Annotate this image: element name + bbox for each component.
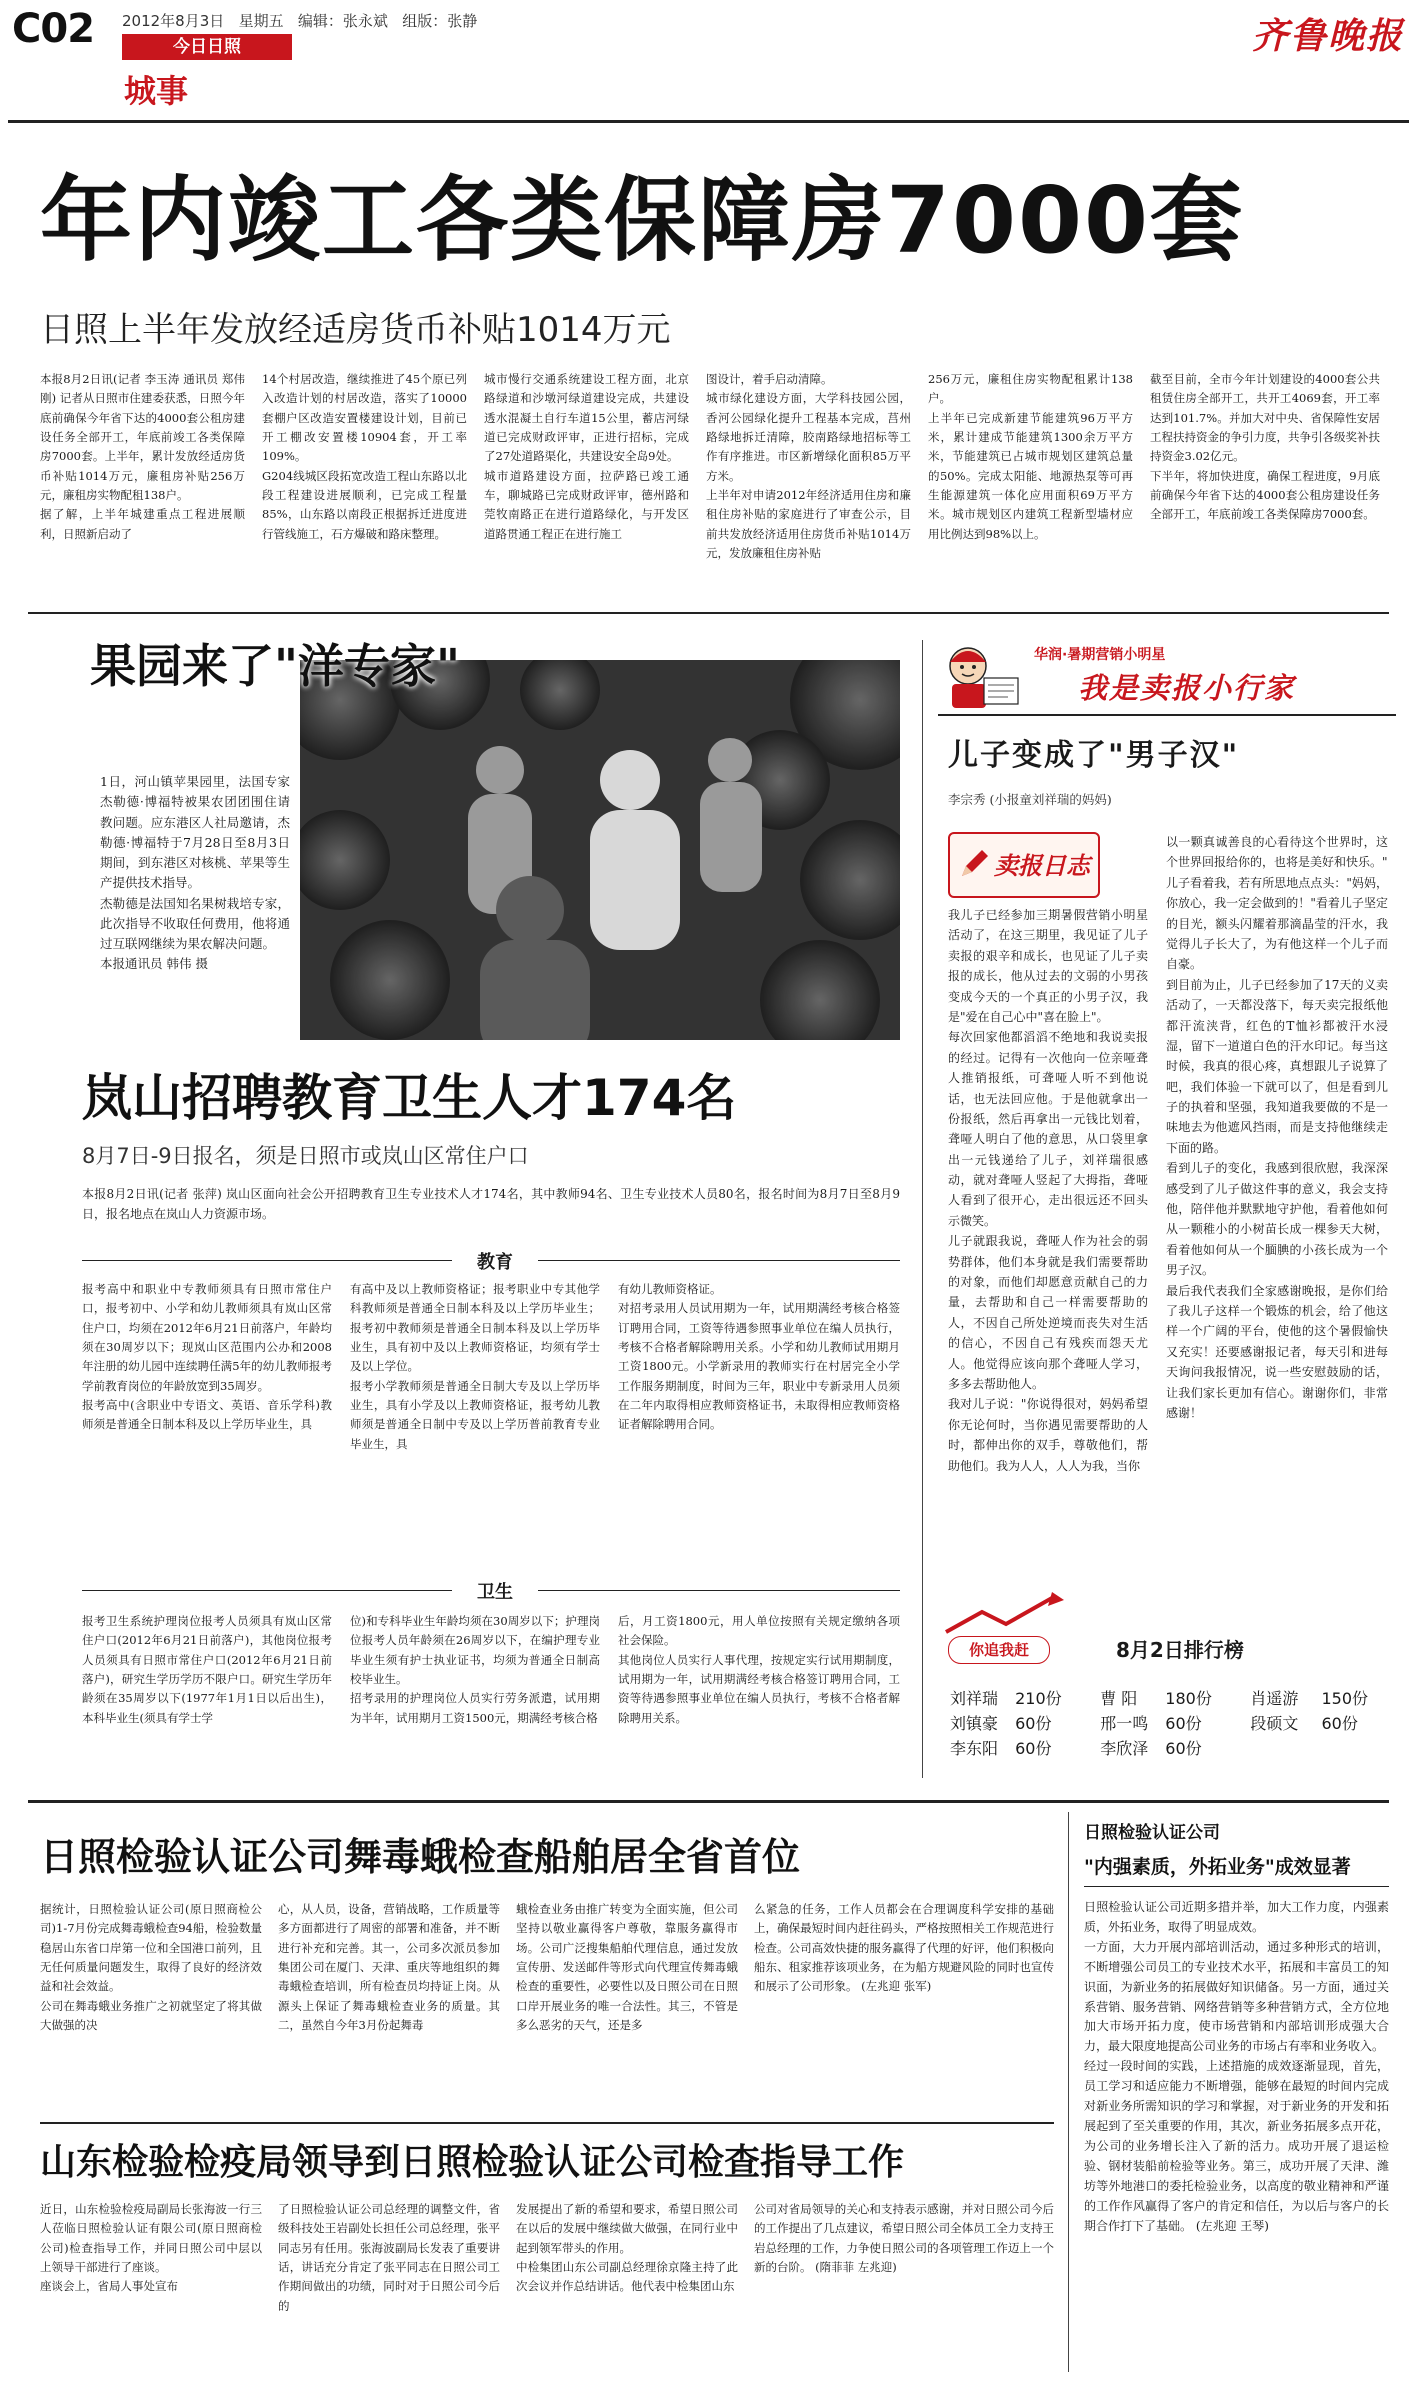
page-number: C02 <box>12 6 95 52</box>
photo-story-headline: 果园来了"洋专家" <box>90 639 460 693</box>
editor-credit: 编辑：张永斌 <box>297 12 388 30</box>
orchard-photo-svg <box>300 660 900 1040</box>
recruitment-subhead: 8月7日-9日报名，须是日照市或岚山区常住户口 <box>82 1144 529 1168</box>
lead-story-rule <box>28 612 1389 614</box>
ranking-row: 李东阳 60份 李欣泽 60份 <box>950 1739 1202 1758</box>
ranking-row: 刘祥瑞 210份 曹 阳 180份 肖遥游 150份 <box>950 1689 1369 1708</box>
lead-story-subhead: 日照上半年发放经适房货币补贴1014万元 <box>40 310 671 350</box>
education-col-3: 有幼儿教师资格证。 对招考录用人员试用期为一年，试用期满经考核合格签订聘用合同，工资等待遇参照事业单位在编人员执行，考核不合格者解除聘用关系。小学和幼儿教师试用期月工资1800元。小学新录用的教师实行在村居完全小学工作服务期制度，时间为三年，职业中专新录用人员须在二年内取得相应教师资格证书，未取得相应教师资格证者解除聘用合同。 <box>618 1282 900 1432</box>
lead-story-col-6: 截至目前，全市今年计划建设的4000套公共租赁住房全部开工，共开工4069套，开工率达到101.7%。并加大对中央、省保障性安居工程扶持资金的争引力度，共争引各级奖补扶持资金3.02亿元。 下半年，将加快进度，确保工程进度，9月底前确保今年省下达的4000套公租房建设任务全部开工，年底前竣工各类保障房7000套。 <box>1150 372 1380 522</box>
quality-body: 日照检验认证公司近期多措并举，加大工作力度，内强素质，外拓业务，取得了明显成效。 一方面，大力开展内部培训活动，通过多种形式的培训，不断增强公司员工的专业技术水平，拓展和丰富员工的知识面，为新业务的拓展做好知识储备。另一方面，通过关系营销、服务营销、网络营销等多种营销方式，全方位地加大市场开拓力度，使市场营销和内部培训形成强大合力，最大限度地提高公司业务的市场占有率和业务收入。 经过一段时间的实践，上述措施的成效逐渐显现，首先，员工学习和适应能力不断增强，能够在最短的时间内完成对新业务所需知识的学习和掌握，对于新业务的开发和拓展起到了至关重要的作用，其次，新业务拓展多点开花，为公司的业务增长注入了新的活力。成功开展了退运检验、钢材装船前检验等业务。第三，成功开展了天津、潍坊等外地港口的委托检验业务，以高度的敬业精神和严谨的工作作风赢得了客户的肯定和信任，为以后与客户的长期合作打下了基础。 (左兆迎 王琴) <box>1084 1900 1389 2233</box>
lead-story-col-2: 14个村居改造，继续推进了45个原已列入改造计划的村居改造，落实了10000套棚户区改造安置楼建设计划，目前已开工棚改安置楼10904套，开工率109%。 G204线城区段拓宽改造工程山东路以北段工程建设进展顺利，已完成工程量85%，山东路以南段正根据拆迁进度进行管线施工，石方爆破和路床整理。 <box>262 372 467 541</box>
sidebar-banner <box>938 640 1396 710</box>
diary-stamp: 卖报日志 <box>948 832 1100 898</box>
health-col-2: 位)和专科毕业生年龄均须在30周岁以下；护理岗位报考人员年龄须在26周岁以下，在编护理专业毕业生须有护士执业证书，均须为普通全日制高校毕业生。 招考录用的护理岗位人员实行劳务派遣，试用期为半年，试用期月工资1500元，期满经考核合格 <box>350 1614 600 1725</box>
leadership-col-1: 近日，山东检验检疫局副局长张海波一行三人莅临日照检验认证有限公司(原日照商检公司)检查指导工作，并同日照公司中层以上领导干部进行了座谈。 座谈会上，省局人事处宣布 <box>40 2202 262 2294</box>
sidebar-banner-small: 华润·暑期营销小明星 <box>1034 647 1166 663</box>
inspection-col-2: 心，从人员，设备，营销战略，工作质量等多方面都进行了周密的部署和准备，并不断进行补充和完善。其一，公司多次派员参加集团公司在厦门、天津、重庆等地组织的舞毒蛾检查培训，所有检查员均持证上岗。从源头上保证了舞毒蛾检查业务的质量。其二，虽然自今年3月份起舞毒 <box>278 1902 500 2032</box>
inspection-col-3: 蛾检查业务由推广转变为全面实施，但公司坚持以敬业赢得客户尊敬，靠服务赢得市场。公司广泛搜集船舶代理信息，通过发放宣传册、发送邮件等形式向代理宣传舞毒蛾检查的重要性，必要性以及日照公司在日照口岸开展业务的唯一合法性。其三，不管是多么恶劣的天气，还是多 <box>516 1902 738 2032</box>
inspection-col-1: 据统计，日照检验认证公司(原日照商检公司)1-7月份完成舞毒蛾检查94船，检验数量稳居山东省口岸第一位和全国港口前列，且无任何质量问题发生，取得了良好的经济效益和社会效益。 公司在舞毒蛾业务推广之初就坚定了将其做大做强的决 <box>40 1902 262 2032</box>
masthead-rule <box>8 120 1409 123</box>
rising-arrow-icon <box>942 1590 1082 1640</box>
quality-headline: "内强素质，外拓业务"成效显著 <box>1084 1856 1351 1878</box>
pencil-icon <box>956 846 992 882</box>
recruitment-headline: 岚山招聘教育卫生人才174名 <box>82 1069 737 1127</box>
education-label: 教育 <box>477 1252 513 1273</box>
lead-story-col-5: 256万元，廉租住房实物配租累计138户。 上半年已完成新建节能建筑96万平方米，累计建成节能建筑1300余万平方米，节能建筑已占城市规划区建筑总量的50%。完成太阳能、地源热泵等可再生能源建筑一体化应用面积69万平方米。城市规划区内建筑工程新型墙材应用比例达到98%以上。 <box>928 372 1133 541</box>
newspaper-logo: 齐鲁晚报 <box>1252 15 1405 57</box>
leadership-col-4: 公司对省局领导的关心和支持表示感谢，并对日照公司今后的工作提出了几点建议，希望日照公司全体员工全力支持王岩总经理的工作，力争使日照公司的各项管理工作迈上一个新的台阶。 (隋菲菲 左兆迎) <box>754 2202 1054 2274</box>
leadership-col-2: 了日照检验认证公司总经理的调整文件，省级科技处王岩副处长担任公司总经理，张平同志另有任用。张海波副局长发表了重要讲话，讲话充分肯定了张平同志在日照公司工作期间做出的功绩，同时对于日照公司今后的 <box>278 2202 500 2313</box>
recruitment-lead: 本报8月2日讯(记者 张萍) 岚山区面向社会公开招聘教育卫生专业技术人才174名，其中教师94名、卫生专业技术人员80名，报名时间为8月7日至8月9日，报名地点在岚山人力资源市场。 <box>82 1187 900 1222</box>
ranking-row: 刘镇豪 60份 邢一鸣 60份 段硕文 60份 <box>950 1714 1358 1733</box>
quality-label: 日照检验认证公司 <box>1084 1823 1220 1843</box>
ranking-title: 8月2日排行榜 <box>1116 1638 1244 1662</box>
ranking-box <box>938 1590 1396 1776</box>
sidebar-col-left: 我儿子已经参加三期暑假营销小明星活动了，在这三期里，我见证了儿子卖报的艰辛和成长，也见证了儿子卖报的成长，他从过去的文弱的小男孩变成今天的一个真正的小男子汉，我是"爱在自己心中"喜在脸上"。 每次回家他都滔滔不绝地和我说卖报的经过。记得有一次他向一位亲哑聋人推销报纸，可聋哑人听不到他说话，也无法回应他。于是他就拿出一份报纸，然后再拿出一元钱比划着，聋哑人明白了他的意思，从口袋里拿出一元钱递给了儿子，刘祥瑞很感动，就对聋哑人竖起了大拇指，聋哑人看到了很开心，走出很远还不回头示微笑。 儿子就跟我说，聋哑人作为社会的弱势群体，他们本身就是我们需要帮助的对象，而他们却愿意贡献自己的力量，去帮助和自己一样需要帮助的人，不因自己所处逆境而丧失对生活的信心，不因自己有残疾而怨天尤人。他觉得应该向那个聋哑人学习，多多去帮助他人。 我对儿子说："你说得很对，妈妈希望你无论何时，当你遇见需要帮助的人时，都伸出你的双手，尊敬他们，帮助他们。我为人人，人人为我，当你 <box>948 908 1148 1473</box>
lead-story-col-1: 本报8月2日讯(记者 李玉涛 通讯员 郑伟刚) 记者从日照市住建委获悉，日照今年底前确保今年省下达的4000套公租房建设任务全部开工，年底前竣工各类保障房7000套。上半年，累计发放经适房货币补贴1014万元，廉租房补贴256万元，廉租房实物配租138户。 据了解，上半年城建重点工程进展顺利，日照新启动了 <box>40 372 245 541</box>
orchard-photo <box>300 660 900 1040</box>
inspection-headline: 日照检验认证公司舞毒蛾检查船舶居全省首位 <box>40 1835 801 1879</box>
health-label: 卫生 <box>477 1582 513 1603</box>
education-col-2: 有高中及以上教师资格证；报考职业中专其他学科教师须是普通全日制本科及以上学历毕业生；报考初中教师须是普通全日制本科及以上学历毕业生，具有初中及以上教师资格证，均须有学士及以上学位。 报考小学教师须是普通全日制大专及以上学历毕业生，具有小学及以上教师资格证，报考幼儿教师须是普通全日制中专及以上学历普前教育专业毕业生，具 <box>350 1282 600 1451</box>
photo-caption: 1日，河山镇苹果园里，法国专家杰勒德·博福特被果农团团围住请教问题。应东港区人社局邀请，杰勒德·博福特于7月28日至8月3日期间，到东港区对核桃、苹果等生产提供技术指导。 杰勒德是法国知名果树栽培专家，此次指导不收取任何费用，他将通过互联网继续为果农解决问题。 本报通讯员 韩伟 摄 <box>100 774 290 972</box>
leadership-col-3: 发展提出了新的希望和要求，希望日照公司在以后的发展中继续做大做强，在同行业中起到领军带头的作用。 中检集团山东公司副总经理徐京隆主持了此次会议并作总结讲话。他代表中检集团山东 <box>516 2202 738 2294</box>
layout-credit: 组版：张静 <box>402 12 478 30</box>
sidebar-banner-title: 我是卖报小行家 <box>1078 671 1296 705</box>
ranking-table <box>950 1686 1390 1761</box>
sidebar-headline: 儿子变成了"男子汉" <box>948 738 1240 773</box>
sidebar-byline: 李宗秀 (小报童刘祥瑞的妈妈) <box>948 792 1112 807</box>
ranking-tag: 你追我赶 <box>948 1636 1050 1664</box>
bottom-section-rule <box>28 1800 1389 1803</box>
section-title: 城事 <box>124 72 189 110</box>
leadership-headline: 山东检验检疫局领导到日照检验认证公司检查指导工作 <box>40 2142 905 2183</box>
lead-story-col-4: 图设计，着手启动清障。 城市绿化建设方面，大学科技园公园，香河公园绿化提升工程基本完成，莒州路绿地拆迁清障，胶南路绿地招标等工作有序推进。市区新增绿化面积85万平方米。 上半年对申请2012年经济适用住房和廉租住房补贴的家庭进行了审查公示，目前共发放经济适用住房货币补贴1014万元，发放廉租住房补贴 <box>706 372 911 560</box>
health-col-3: 后，月工资1800元，用人单位按照有关规定缴纳各项社会保险。 其他岗位人员实行人事代理，按规定实行试用期制度，试用期为一年，试用期满经考核合格签订聘用合同，工资等待遇参照事业单位在编人员执行，考核不合格者解除聘用关系。 <box>618 1614 900 1725</box>
issue-weekday: 星期五 <box>238 12 284 30</box>
edition-tab: 今日日照 <box>122 34 292 60</box>
sidebar-col-right: 以一颗真诚善良的心看待这个世界时，这个世界回报给你的，也将是美好和快乐。" 儿子看着我，若有所思地点点头："妈妈，你放心，我一定会做到的！"看着儿子坚定的目光，额头闪耀着那滴晶莹的汗水，我觉得儿子长大了，为有他这样一个儿子而自豪。 到目前为止，儿子已经参加了17天的义卖活动了，一天都没落下，每天卖完报纸他都汗流浃背，红色的T恤衫都被汗水浸湿，留下一道道白色的汗水印记。每当这时候，我真的很心疼，真想跟儿子说算了吧，我们体验一下就可以了，但是看到儿子的执着和坚强，我知道我要做的不是一味地去为他遮风挡雨，而是支持他继续走下面的路。 看到儿子的变化，我感到很欣慰，我深深感受到了儿子做这件事的意义，我会支持他，陪伴他并默默地守护他，看着他如何从一颗稚小的小树苗长成一棵参天大树，看着他如何从一个腼腆的小孩长成为一个男子汉。 最后我代表我们全家感谢晚报，是你们给了我儿子这样一个锻炼的机会，给了他这样一个广阔的平台，使他的这个暑假愉快又充实！还要感谢报记者，每天引和进每天询问我报情况，说一些安慰鼓励的话，让我们家长更加有信心。谢谢你们，非常感谢！ <box>1166 835 1388 1420</box>
health-col-1: 报考卫生系统护理岗位报考人员须具有岚山区常住户口(2012年6月21日前落户)，其他岗位报考人员须具有日照市常住户口(2012年6月21日前落户)，研究生学历学历不限户口。研究生学历年龄须在35周岁以下(1977年1月1日以后出生)，本科毕业生(须具有学士学 <box>82 1614 332 1725</box>
issue-date: 2012年8月3日 <box>122 12 225 30</box>
education-col-1: 报考高中和职业中专教师须具有日照市常住户口，报考初中、小学和幼儿教师须具有岚山区常住户口，均须在2012年6月21日前落户，年龄均须在30周岁以下；现岚山区范围内公办和2008年注册的幼儿园中连续聘任满5年的幼儿教师报考学前教育岗位的年龄放宽到35周岁。 报考高中(含职业中专语文、英语、音乐学科)教师须是普通全日制本科及以上学历毕业生，具 <box>82 1282 332 1432</box>
lead-story-col-3: 城市慢行交通系统建设工程方面，北京路绿道和沙墩河绿道建设完成，共建设透水混凝土自行车道15公里，蓄店河绿道已完成财政评审，正进行招标，完成了27处道路渠化，共建设安全岛9处。 城市道路建设方面，拉萨路已竣工通车，聊城路已完成财政评审，德州路和莞牧南路正在进行道路绿化，与开发区道路贯通工程正在进行施工 <box>484 372 689 541</box>
lead-story-headline: 年内竣工各类保障房7000套 <box>40 167 1245 274</box>
newsboy-cartoon-icon <box>938 640 1028 710</box>
inspection-col-4: 么紧急的任务，工作人员都会在合理调度科学安排的基础上，确保最短时间内赶往码头，严格按照相关工作规范进行检查。公司高效快捷的服务赢得了代理的好评，他们积极向船东、租家推荐该项业务，在为船方规避风险的同时也宣传和展示了公司形象。 (左兆迎 张军) <box>754 1902 1054 1994</box>
